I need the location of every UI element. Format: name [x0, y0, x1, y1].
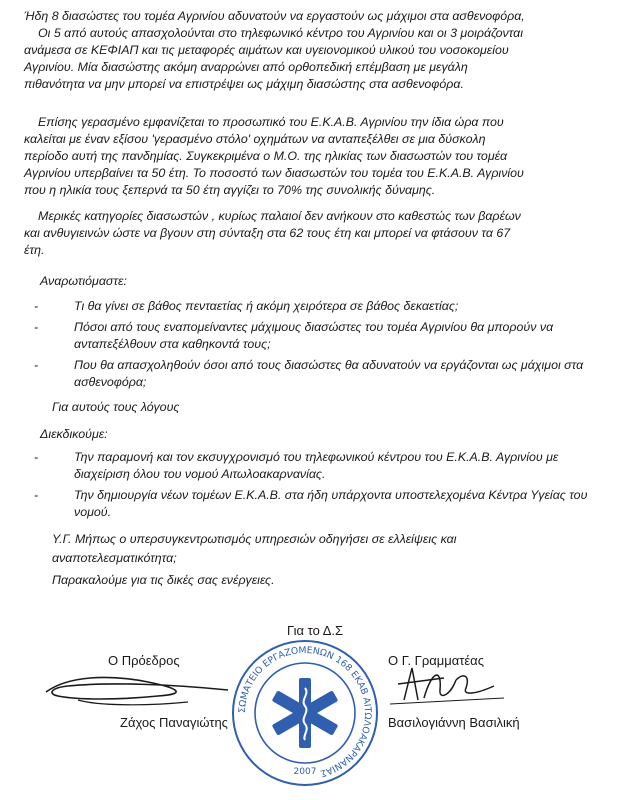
- demands-heading: Διεκδικούμε:: [40, 427, 108, 441]
- list-item-text: Την δημιουργία νέων τομέων Ε.Κ.Α.Β. στα ήδη υπάρχοντα υποστελεχομένα Κέντρα Υγείας του νομού.: [74, 488, 588, 519]
- text-line: Αγρινίου υπερβαίνει τα 50 έτη. Το ποσοστό των διασωστών του τομέα του Ε.Κ.Α.Β. Αγρινίου: [24, 166, 524, 180]
- dash-bullet-icon: -: [34, 358, 39, 372]
- text-line: Ήδη 8 διασώστες του τομέα Αγρινίου αδυνατούν να εργαστούν ως μάχιμοι στα ασθενοφόρα,: [24, 9, 525, 23]
- secretary-title: Ο Γ. Γραμματέας: [388, 653, 484, 668]
- paragraph-aging-staff: [24, 114, 599, 199]
- reasons-line: Για αυτούς τους λόγους: [52, 400, 180, 414]
- postscript: [52, 530, 456, 568]
- list-item: [34, 449, 594, 483]
- text-line: Οι 5 από αυτούς απασχολούνται στο τηλεφωνικό κέντρο του Αγρινίου και οι 3 μοιράζονται: [38, 26, 523, 40]
- president-signature-icon: [38, 666, 238, 710]
- secretary-name: Βασιλογιάννη Βασιλική: [388, 715, 520, 730]
- text-line: αναποτελεσματικότητα;: [52, 551, 177, 565]
- text-line: έτη.: [24, 243, 45, 257]
- text-line: Υ.Γ. Μήπως ο υπερσυγκεντρωτισμός υπηρεσιών οδηγήσει σε ελλείψεις και: [52, 532, 457, 546]
- list-item-text: Που θα απασχοληθούν όσοι από τους διασώστες θα αδυνατούν να εργάζονται ως μάχιμοι στα ασθενοφόρα;: [74, 358, 584, 389]
- text-line: πιθανότητα να μην μπορεί να επιστρέψει ως μάχιμη διασώστης στα ασθενοφόρα.: [24, 77, 464, 91]
- dash-bullet-icon: -: [34, 320, 39, 334]
- president-name: Ζάχος Παναγιώτης: [120, 715, 228, 730]
- questions-list: [34, 298, 594, 395]
- paragraph-staff-shortage: [24, 8, 599, 93]
- association-stamp-icon: [230, 638, 380, 788]
- text-line: Μερικές κατηγορίες διασωστών , κυρίως παλαιοί δεν ανήκουν στο καθεστώς των βαρέων: [38, 209, 521, 223]
- signature-block: [0, 610, 618, 800]
- list-item: [34, 487, 594, 521]
- list-item: [34, 298, 594, 315]
- demands-list: [34, 449, 594, 525]
- list-item: [34, 357, 594, 391]
- list-item-text: Τι θα γίνει σε βάθος πενταετίας ή ακόμη χειρότερα σε βάθος δεκαετίας;: [74, 299, 459, 313]
- secretary-signature-icon: [384, 660, 514, 708]
- for-board-label: Για το Δ.Σ: [287, 623, 344, 638]
- list-item-text: Πόσοι από τους εναπομείναντες μάχιμους διασώστες του τομέα Αγρινίου θα μπορούν να ανταπεξέλθουν στα καθηκοντά τους;: [74, 320, 554, 351]
- text-line: και ανθυγιεινών ώστε να βγουν στη σύνταξη στα 62 τους έτη και μπορεί να φτάσουν τα 67: [24, 226, 511, 240]
- stamp-year: 2007: [293, 767, 317, 777]
- paragraph-retirement: [24, 208, 599, 259]
- dash-bullet-icon: -: [34, 450, 39, 464]
- text-line: καλείται με έναν εξίσου 'γερασμένο στόλο' οχημάτων να ανταπεξέλθει σε μια δύσκολη: [24, 132, 486, 146]
- dash-bullet-icon: -: [34, 488, 39, 502]
- dash-bullet-icon: -: [34, 299, 39, 313]
- questions-heading: Αναρωτιόμαστε:: [40, 274, 127, 288]
- closing-line: Παρακαλούμε για τις δικές σας ενέργειες.: [52, 573, 275, 587]
- president-title: Ο Πρόεδρος: [108, 653, 180, 668]
- text-line: Επίσης γερασμένο εμφανίζεται το προσωπικό του Ε.Κ.Α.Β. Αγρινίου την ίδια ώρα που: [38, 115, 504, 129]
- list-item-text: Την παραμονή και τον εκσυγχρονισμό του τηλεφωνικού κέντρου του Ε.Κ.Α.Β. Αγρινίου με διαχείριση όλου του νομού Αιτωλοακαρνανίας.: [74, 450, 559, 481]
- text-line: Αγρινίου. Μία διασώστης ακόμη αναρρώνει από ορθοπεδική επέμβαση με μεγάλη: [24, 60, 468, 74]
- text-line: ανάμεσα σε ΚΕΦΙΑΠ και τις μεταφορές αιμάτων και υγειονομικού υλικού του νοσοκομείου: [24, 43, 509, 57]
- text-line: που η ηλικία τους ξεπερνά τα 50 έτη αγγίζει το 70% της συνολικής δύναμης.: [24, 183, 436, 197]
- stamp-text: ΣΩΜΑΤΕΙΟ ΕΡΓΑΖΟΜΕΝΩΝ 168 ΕΚΑΒ ΑΙΤΩΛΟΑΚΑΡΝΑΝΙΑΣ: [236, 644, 374, 779]
- list-item: [34, 319, 594, 353]
- text-line: περίοδο αυτή της πανδημίας. Συγκεκριμένα ο Μ.Ο. της ηλικίας των διασωστών του τομέα: [24, 149, 508, 163]
